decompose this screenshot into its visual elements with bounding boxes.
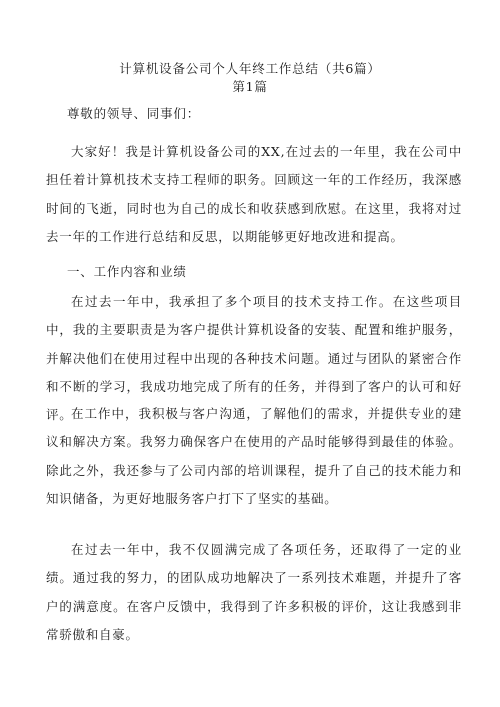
- salutation: 尊敬的领导、同事们：: [67, 106, 201, 121]
- paragraph-work-content: 在过去一年中，我承担了多个项目的技术支持工作。在这些项目中，我的主要职责是为客户提供计算机设备的安装、配置和维护服务，并解决他们在使用过程中出现的各种技术问题。通过与团队的紧密合作和不断的学习，我成功地完成了所有的任务，并得到了客户的认可和好评。: [46, 294, 462, 423]
- paragraph-achievements: 在过去一年中，我不仅圆满完成了各项任务，还取得了一定的业绩。通过我的努力，的团队成功地解决了一系列技术难题，并提升了客户的满意度。在客户反馈中，我得到了许多积极的评价，这让我感到非常骄傲和自豪。: [46, 542, 462, 642]
- paragraph-intro: 大家好！我是计算机设备公司的XX,在过去的一年里，我在公司中担任着计算机技术支持工程师的职务。回顾这一年的工作经历，我深感时间的飞逝，同时也为自己的成长和收获感到欣慰。在这里，我将对过去一年的工作进行总结和反思，以期能够更好地改进和提高。: [46, 144, 462, 244]
- document-title: 计算机设备公司个人年终工作总结（共6篇）: [119, 61, 381, 76]
- document-subtitle: 第1篇: [232, 79, 268, 94]
- paragraph-customer-communication: 在工作中，我积极与客户沟通，了解他们的需求，并提供专业的建议和解决方案。我努力确保客户在使用的产品时能够得到最佳的体验。除此之外，我还参与了公司内部的培训课程，提升了自己的技术能力和知识储备，为更好地服务客户打下了坚实的基础。: [46, 406, 462, 506]
- section-heading: 一、工作内容和业绩: [67, 264, 187, 279]
